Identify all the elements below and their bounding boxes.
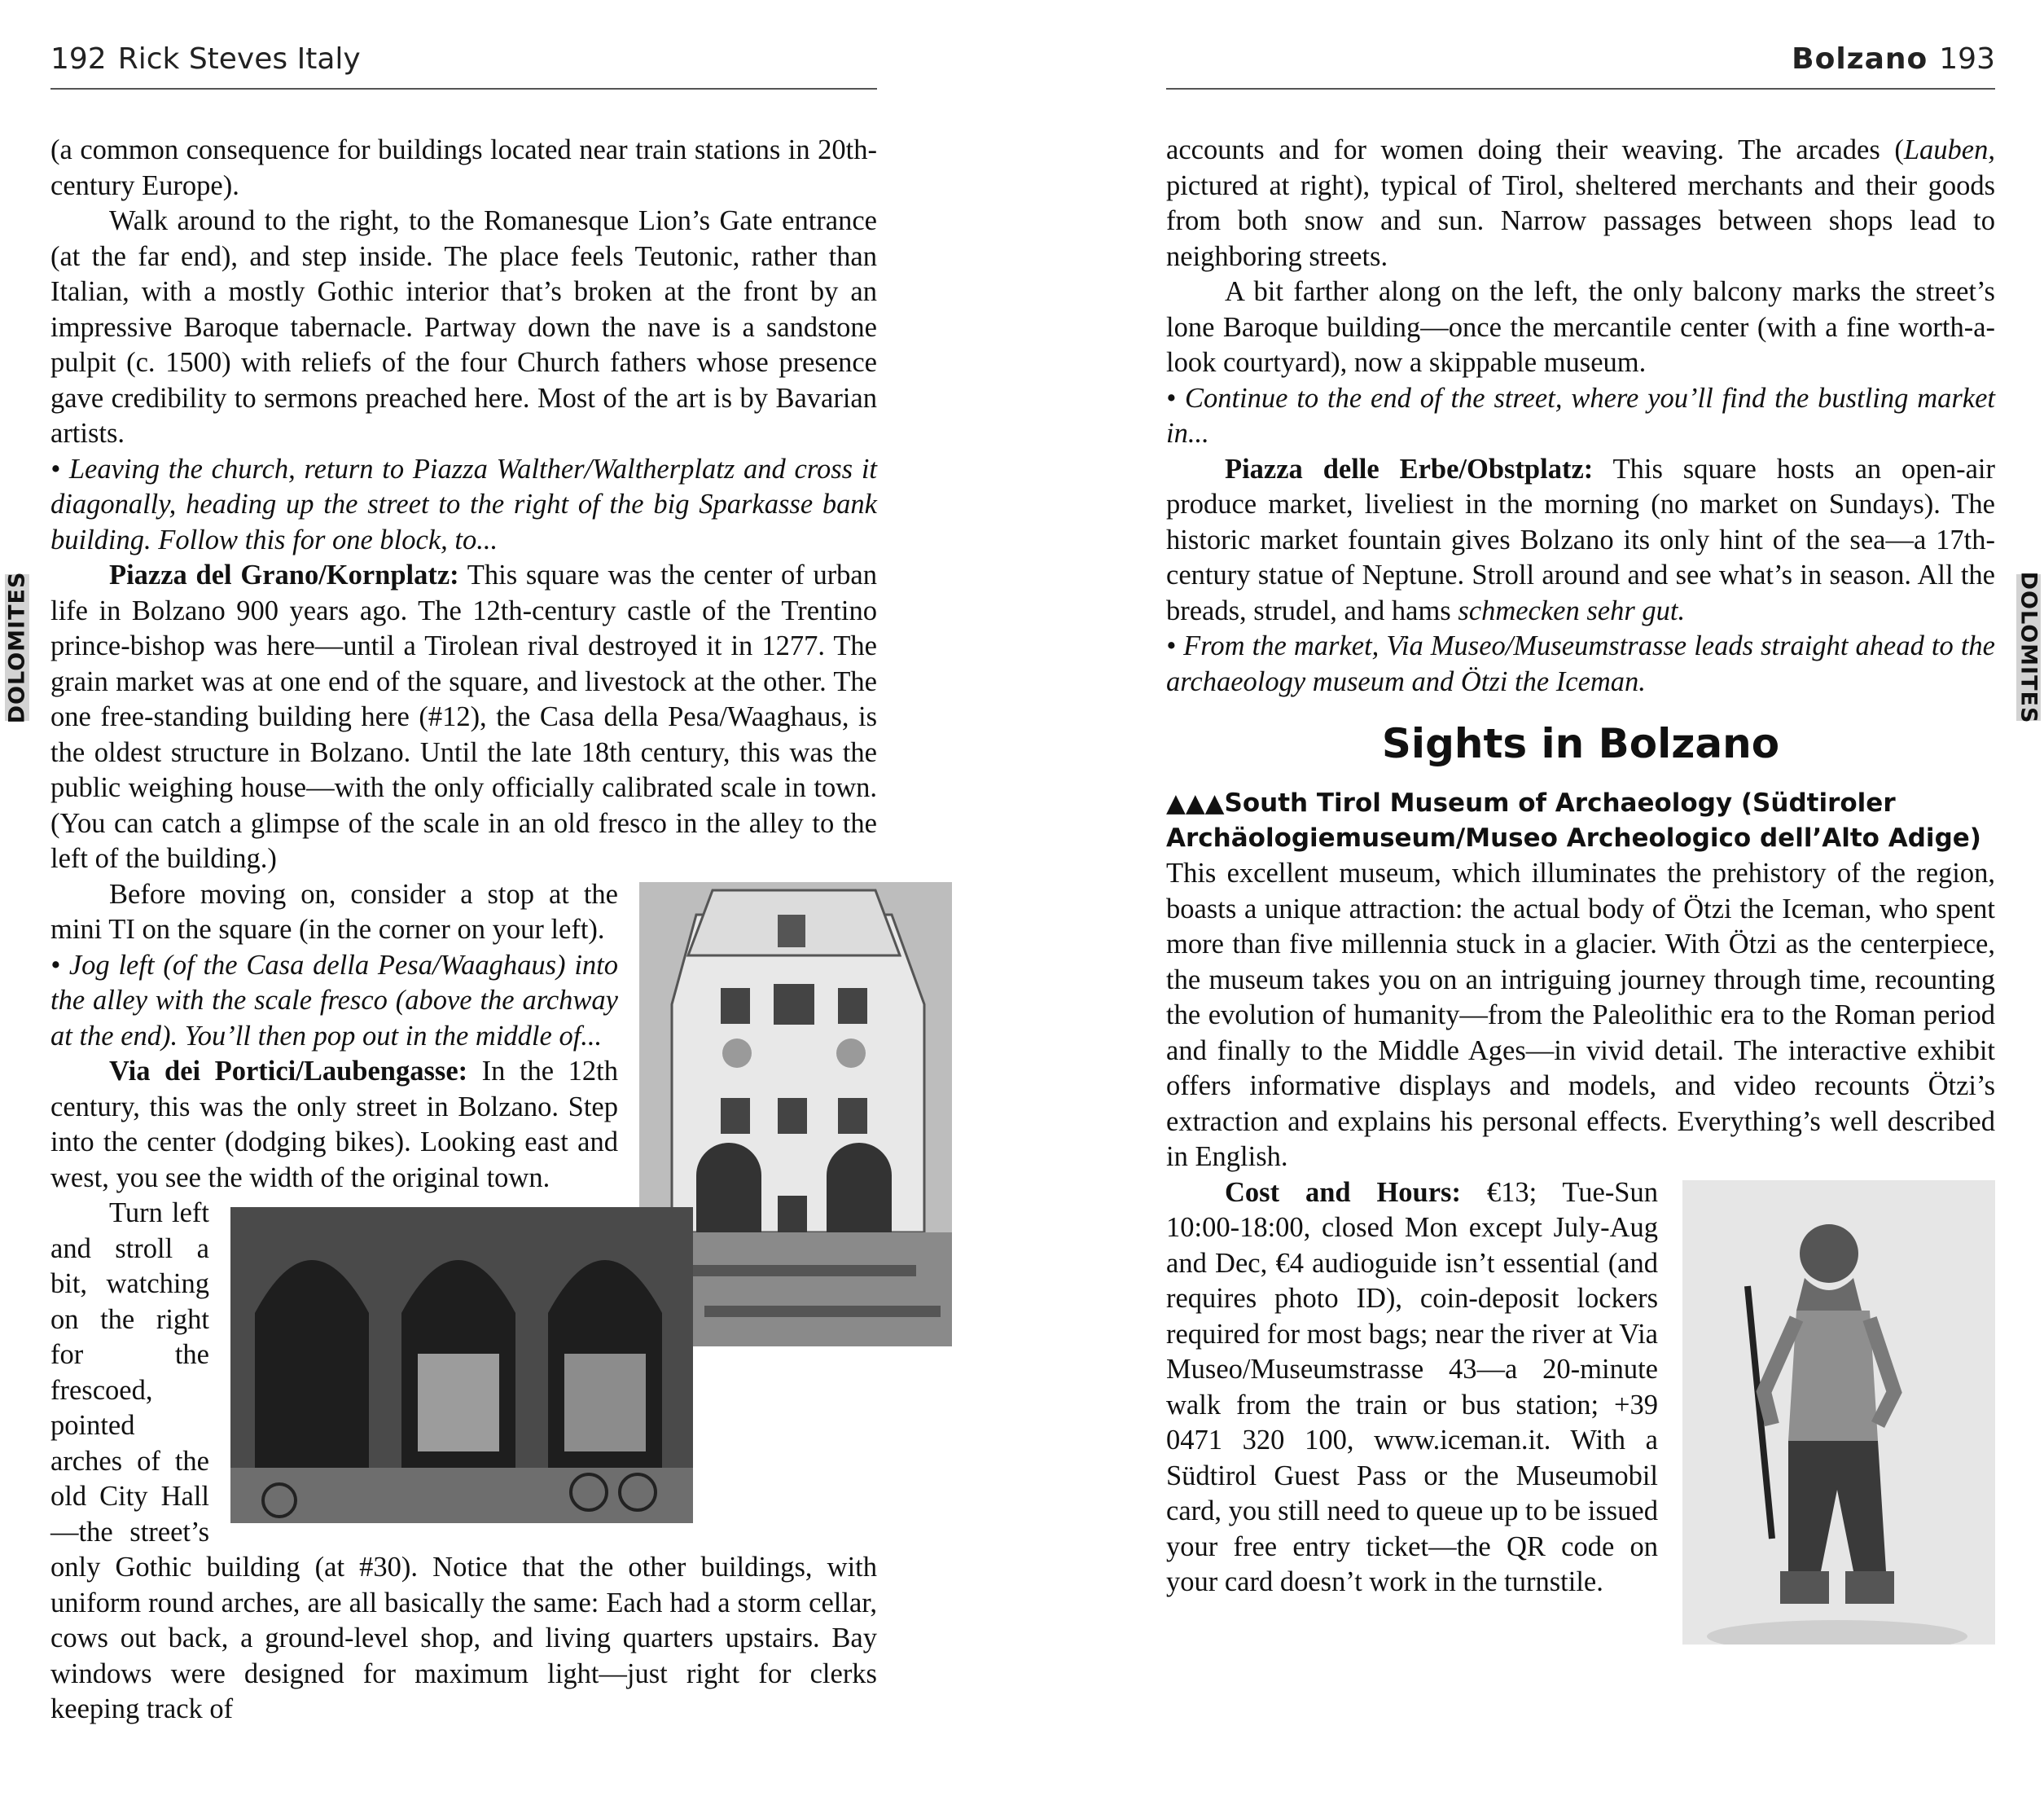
paragraph: (a common consequence for buildings located near train stations in 20th-century Europe). bbox=[50, 134, 877, 201]
paragraph-body: This square hosts an open-air produce market, liveliest in the morning (no market on Sundays). The historic market fountain gives Bolzano its only hint of the sea—a 17th-century statue of Neptune. Stroll around and see what’s in season. All the breads, strudel, and hams bbox=[1166, 453, 1995, 626]
walking-direction: • Jog left (of the Casa della Pesa/Waaghaus) into the alley with the scale fresco (above the archway at the end). You’ll then pop out in the middle of... bbox=[50, 949, 618, 1052]
book-title: Rick Steves Italy bbox=[117, 42, 361, 76]
paragraph: Before moving on, consider a stop at the mini TI on the square (in the corner on your left). bbox=[50, 878, 618, 945]
paragraph-body: This square was the center of urban life in Bolzano 900 years ago. The 12th-century castle of the Trentino prince-bishop was here—until a Tirolean rival destroyed it in 1277. The grain market was at one end of the square, and livestock at the other. The one free-standing building here (#12), the Casa della Pesa/Waaghaus, is the oldest structure in Bolzano. Until the late 18th century, this was the public weighing house—with the only officially calibrated scale in town. (You can catch a glimpse of the scale in an old fresco in the alley to the left of the building.) bbox=[50, 560, 877, 874]
walking-direction: • Continue to the end of the street, where you’ll find the bustling market in... bbox=[1166, 382, 1995, 449]
section-tab bbox=[2015, 571, 2042, 724]
paragraph bbox=[1166, 133, 1995, 274]
section-tab bbox=[4, 571, 30, 724]
walking-direction: • From the market, Via Museo/Museumstrasse leads straight ahead to the archaeology museum and Ötzi the Iceman. bbox=[1166, 630, 1995, 697]
paragraph: This excellent museum, which illuminates the prehistory of the region, boasts a unique attraction: the actual body of Ötzi the Iceman, who spent more than five millennia stuck in a glacier. With Ötzi as the centerpiece, the museum takes you on an intriguing journey through time, recounting the evolution of humanity—from the Paleolithic era to the Roman period and finally to the Middle Ages—in vivid detail. The interactive exhibit offers informative displays and models, and video recounts Ötzi’s extraction and explains his personal effects. Everything’s well described in English. bbox=[1166, 858, 1995, 1172]
left-text-column bbox=[50, 133, 877, 1728]
section-title: Bolzano bbox=[1792, 42, 1928, 76]
paragraph: A bit farther along on the left, the only balcony marks the street’s lone Baroque building—once the mercantile center (with a fine worth-a-look courtyard), now a skippable museum. bbox=[1166, 276, 1995, 378]
italic-term: Lauben, bbox=[1903, 134, 1995, 165]
right-text-column bbox=[1166, 133, 1995, 1654]
sights-heading: Sights in Bolzano bbox=[1381, 720, 1780, 767]
right-page bbox=[1022, 0, 2044, 1818]
paragraph-body: accounts and for women doing their weaving. The arcades ( bbox=[1166, 134, 1904, 165]
page-number: 193 bbox=[1939, 42, 1995, 76]
arcades-photo-icon bbox=[230, 1207, 693, 1523]
page-number: 192 bbox=[50, 42, 107, 76]
sight-title: ▲▲▲South Tirol Museum of Archaeology (Südtiroler Archäologiemuseum/Museo Archeologico dell’Alto Adige) bbox=[1166, 788, 1981, 853]
stop-heading: Cost and Hours: bbox=[1225, 1176, 1461, 1208]
iceman-photo-icon bbox=[1682, 1180, 1995, 1645]
running-head-right bbox=[1792, 42, 1995, 76]
walking-direction: • Leaving the church, return to Piazza Walther/Waltherplatz and cross it diagonally, heading up the street to the right of the big Sparkasse bank building. Follow this for one block, to... bbox=[50, 453, 877, 556]
stop-heading: Piazza del Grano/Kornplatz: bbox=[109, 560, 459, 591]
paragraph: Turn left and stroll a bit, watching on the right for the frescoed, pointed arches of the old City Hall—the street’s only Gothic building (at #30). Notice that the other buildings, with uniform round arches, are all basically the same: Each had a storm cellar, cows out back, a ground-level shop, and living quarters upstairs. Bay windows were designed for maximum light—just right for clerks keeping track of bbox=[50, 1197, 877, 1724]
header-rule bbox=[50, 88, 877, 90]
paragraph-body: In the 12th century, this was the only street in Bolzano. Step into the center (dodging bikes). Looking east and west, you see the width of the original town. bbox=[50, 1056, 618, 1193]
stop-heading: Via dei Portici/Laubengasse: bbox=[109, 1056, 468, 1087]
paragraph bbox=[1166, 452, 1995, 630]
italic-term: schmecken sehr gut. bbox=[1458, 595, 1686, 626]
stop-heading: Piazza delle Erbe/Obstplatz: bbox=[1225, 453, 1594, 485]
paragraph-body: €13; Tue-Sun 10:00-18:00, closed Mon except July-Aug and Dec, €4 audioguide isn’t essential (and requires photo ID), coin-deposit lockers required for most bags; near the river at Via Museo/Museumstrasse 43—a 20-minute walk from the train or bus station; +39 0471 320 100, www.iceman.it. With a Südtirol Guest Pass or the Museumobil card, you still need to queue up to be issued your free entry ticket—the QR code on your card doesn’t work in the turnstile. bbox=[1166, 1176, 1658, 1597]
paragraph-body: pictured at right), typical of Tirol, sheltered merchants and their goods from both snow and sun. Narrow passages between shops lead to neighboring streets. bbox=[1166, 169, 1995, 272]
paragraph: Walk around to the right, to the Romanesque Lion’s Gate entrance (at the far end), and step inside. The place feels Teutonic, rather than Italian, with a mostly Gothic interior that’s broken at the front by an impressive Baroque tabernacle. Partway down the nave is a sandstone pulpit (c. 1500) with reliefs of the four Church fathers whose presence gave credibility to sermons preached here. Most of the art is by Bavarian artists. bbox=[50, 205, 877, 449]
running-head-left bbox=[50, 42, 361, 76]
paragraph bbox=[50, 558, 877, 877]
section-tab-label: DOLOMITES bbox=[4, 571, 30, 724]
section-tab-label: DOLOMITES bbox=[2015, 571, 2042, 724]
header-rule bbox=[1166, 88, 1995, 90]
